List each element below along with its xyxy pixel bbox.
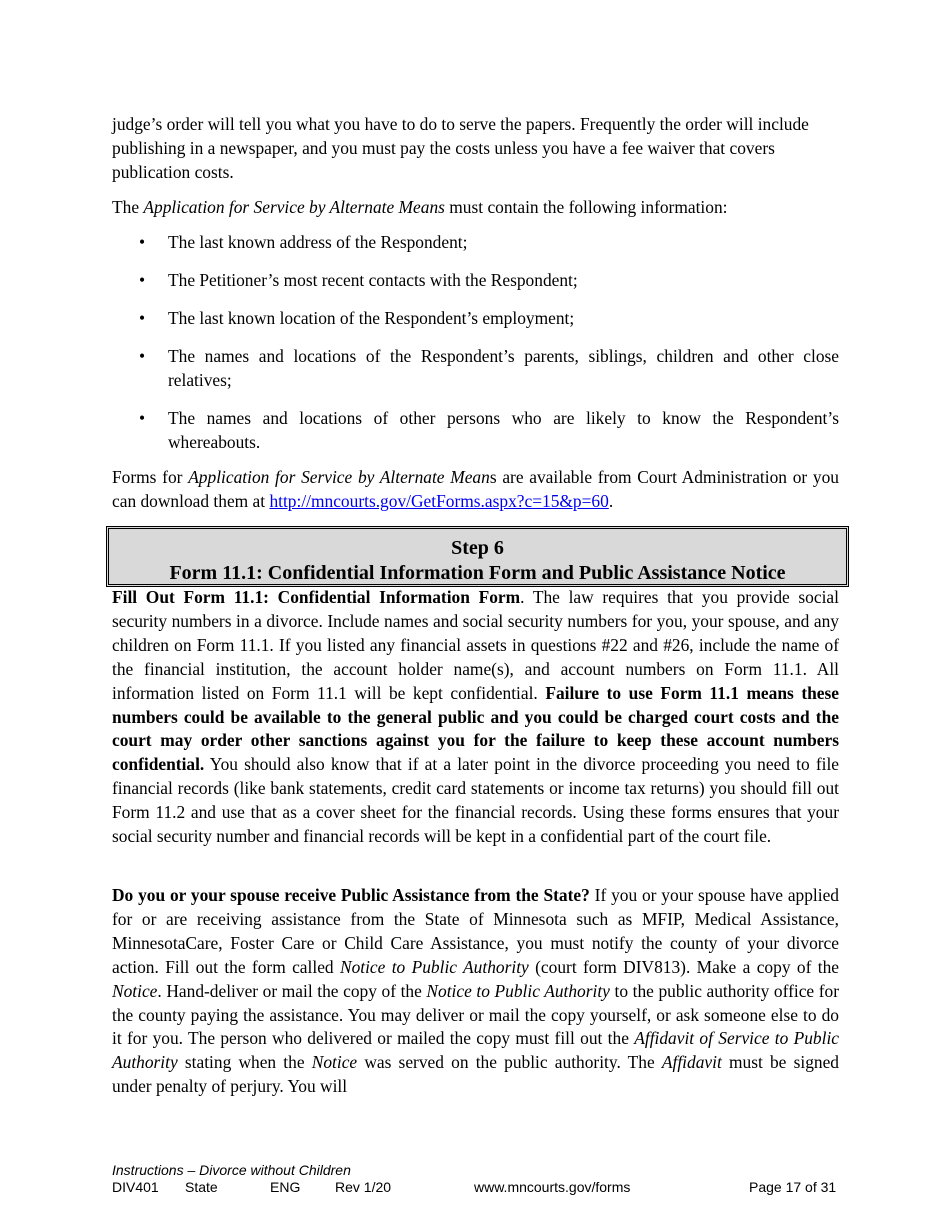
page-footer: [112, 1162, 839, 1196]
footer-language: ENG: [270, 1179, 301, 1195]
public-assistance-lead: Do you or your spouse receive Public Assistance from the State?: [112, 885, 590, 905]
footer-form-code: DIV401: [112, 1179, 159, 1195]
footer-revision: Rev 1/20: [335, 1179, 392, 1195]
public-assistance-paragraph: Do you or your spouse receive Public Assistance from the State? If you or your spouse have applied for or are receiving assistance from the State of Minnesota such as MFIP, Medical Assistance, MinnesotaCare, Foster Care or Child Care Assistance, you must notify the county of your divorce action. Fill out the form called Notice to Public Authority (court form DIV813). Make a copy of the Notice. Hand-deliver or mail the copy of the Notice to Public Authority to the public authority office for the county paying the assistance. You may deliver or mail the copy yourself, or ask someone else to do it for you. The person who delivered or mailed the copy must fill out the Affidavit of Service to Public Authority stating when the Notice was served on the public authority. The Affidavit must be signed under penalty of perjury. You will: [112, 885, 840, 1097]
application-intro: [112, 195, 839, 219]
list-item: • The names and locations of the Respondent’s parents, siblings, children and other close relatives;: [139, 346, 839, 390]
requirements-list: [112, 230, 839, 454]
confidential-lead: Fill Out Form 11.1: Confidential Information Form: [112, 587, 521, 607]
bullet-icon: •: [139, 232, 146, 252]
confidential-info-paragraph: Fill Out Form 11.1: Confidential Information Form. The law requires that you provide social security numbers in a divorce. Include names and social security numbers for you, your spouse, and any children on Form 11.1. If you listed any financial assets in questions #22 and #26, include the name of the financial institution, the account holder name(s), and account numbers on Form 11.1. All information listed on Form 11.1 will be kept confidential. Failure to use Form 11.1 means these numbers could be available to the general public and you could be charged court costs and the court may order other sanctions against you for the failure to keep these account numbers confidential. You should also know that if at a later point in the divorce proceeding you need to file financial records (like bank statements, credit card statements or income tax returns) you should fill out Form 11.2 and use that as a cover sheet for the financial records. Using these forms ensures that your social security number and financial records will be kept in a confidential part of the court file.: [112, 587, 839, 847]
footer-jurisdiction: State: [185, 1179, 218, 1195]
confidential-warning: Failure to use Form 11.1 means these numbers could be available to the general public and you could be charged court costs and the court may order other sanctions against you for the failure to keep these account numbers confidential.: [112, 682, 839, 775]
list-item: • The Petitioner’s most recent contacts with the Respondent;: [139, 270, 578, 290]
step-subheading: Form 11.1: Confidential Information Form and Public Assistance Notice: [169, 562, 786, 584]
page-body: [112, 112, 839, 513]
footer-meta-row: [112, 1179, 839, 1196]
footer-website: www.mncourts.gov/forms: [474, 1179, 631, 1195]
list-item: • The last known address of the Respondent;: [139, 232, 468, 252]
forms-download-link[interactable]: http://mncourts.gov/GetForms.aspx?c=15&p=60: [269, 491, 609, 511]
step-heading: Step 6: [451, 537, 504, 559]
bullet-icon: •: [139, 270, 146, 290]
list-item: • The names and locations of other persons who are likely to know the Respondent’s whereabouts.: [139, 408, 839, 452]
bullet-icon: •: [139, 346, 146, 366]
step-header-box: [106, 526, 849, 587]
footer-title: Instructions – Divorce without Children: [112, 1162, 351, 1178]
forms-paragraph: Forms for Application for Service by Alternate Means are available from Court Administration or you can download them at http://mncourts.gov/GetForms.aspx?c=15&p=60.: [112, 467, 839, 511]
app-title-italic: Application for Service by Alternate Means: [143, 197, 445, 217]
continuation-paragraph: judge’s order will tell you what you have to do to serve the papers. Frequently the order will include publishing in a newspaper, and you must pay the costs unless you have a fee waiver that covers publication costs.: [112, 114, 809, 182]
footer-page-number: Page 17 of 31: [749, 1179, 837, 1195]
app-intro-pre: The: [112, 197, 144, 217]
bullet-icon: •: [139, 408, 146, 428]
list-item: • The last known location of the Respondent’s employment;: [139, 308, 575, 328]
app-intro-post: must contain the following information:: [444, 197, 728, 217]
bullet-icon: •: [139, 308, 146, 328]
